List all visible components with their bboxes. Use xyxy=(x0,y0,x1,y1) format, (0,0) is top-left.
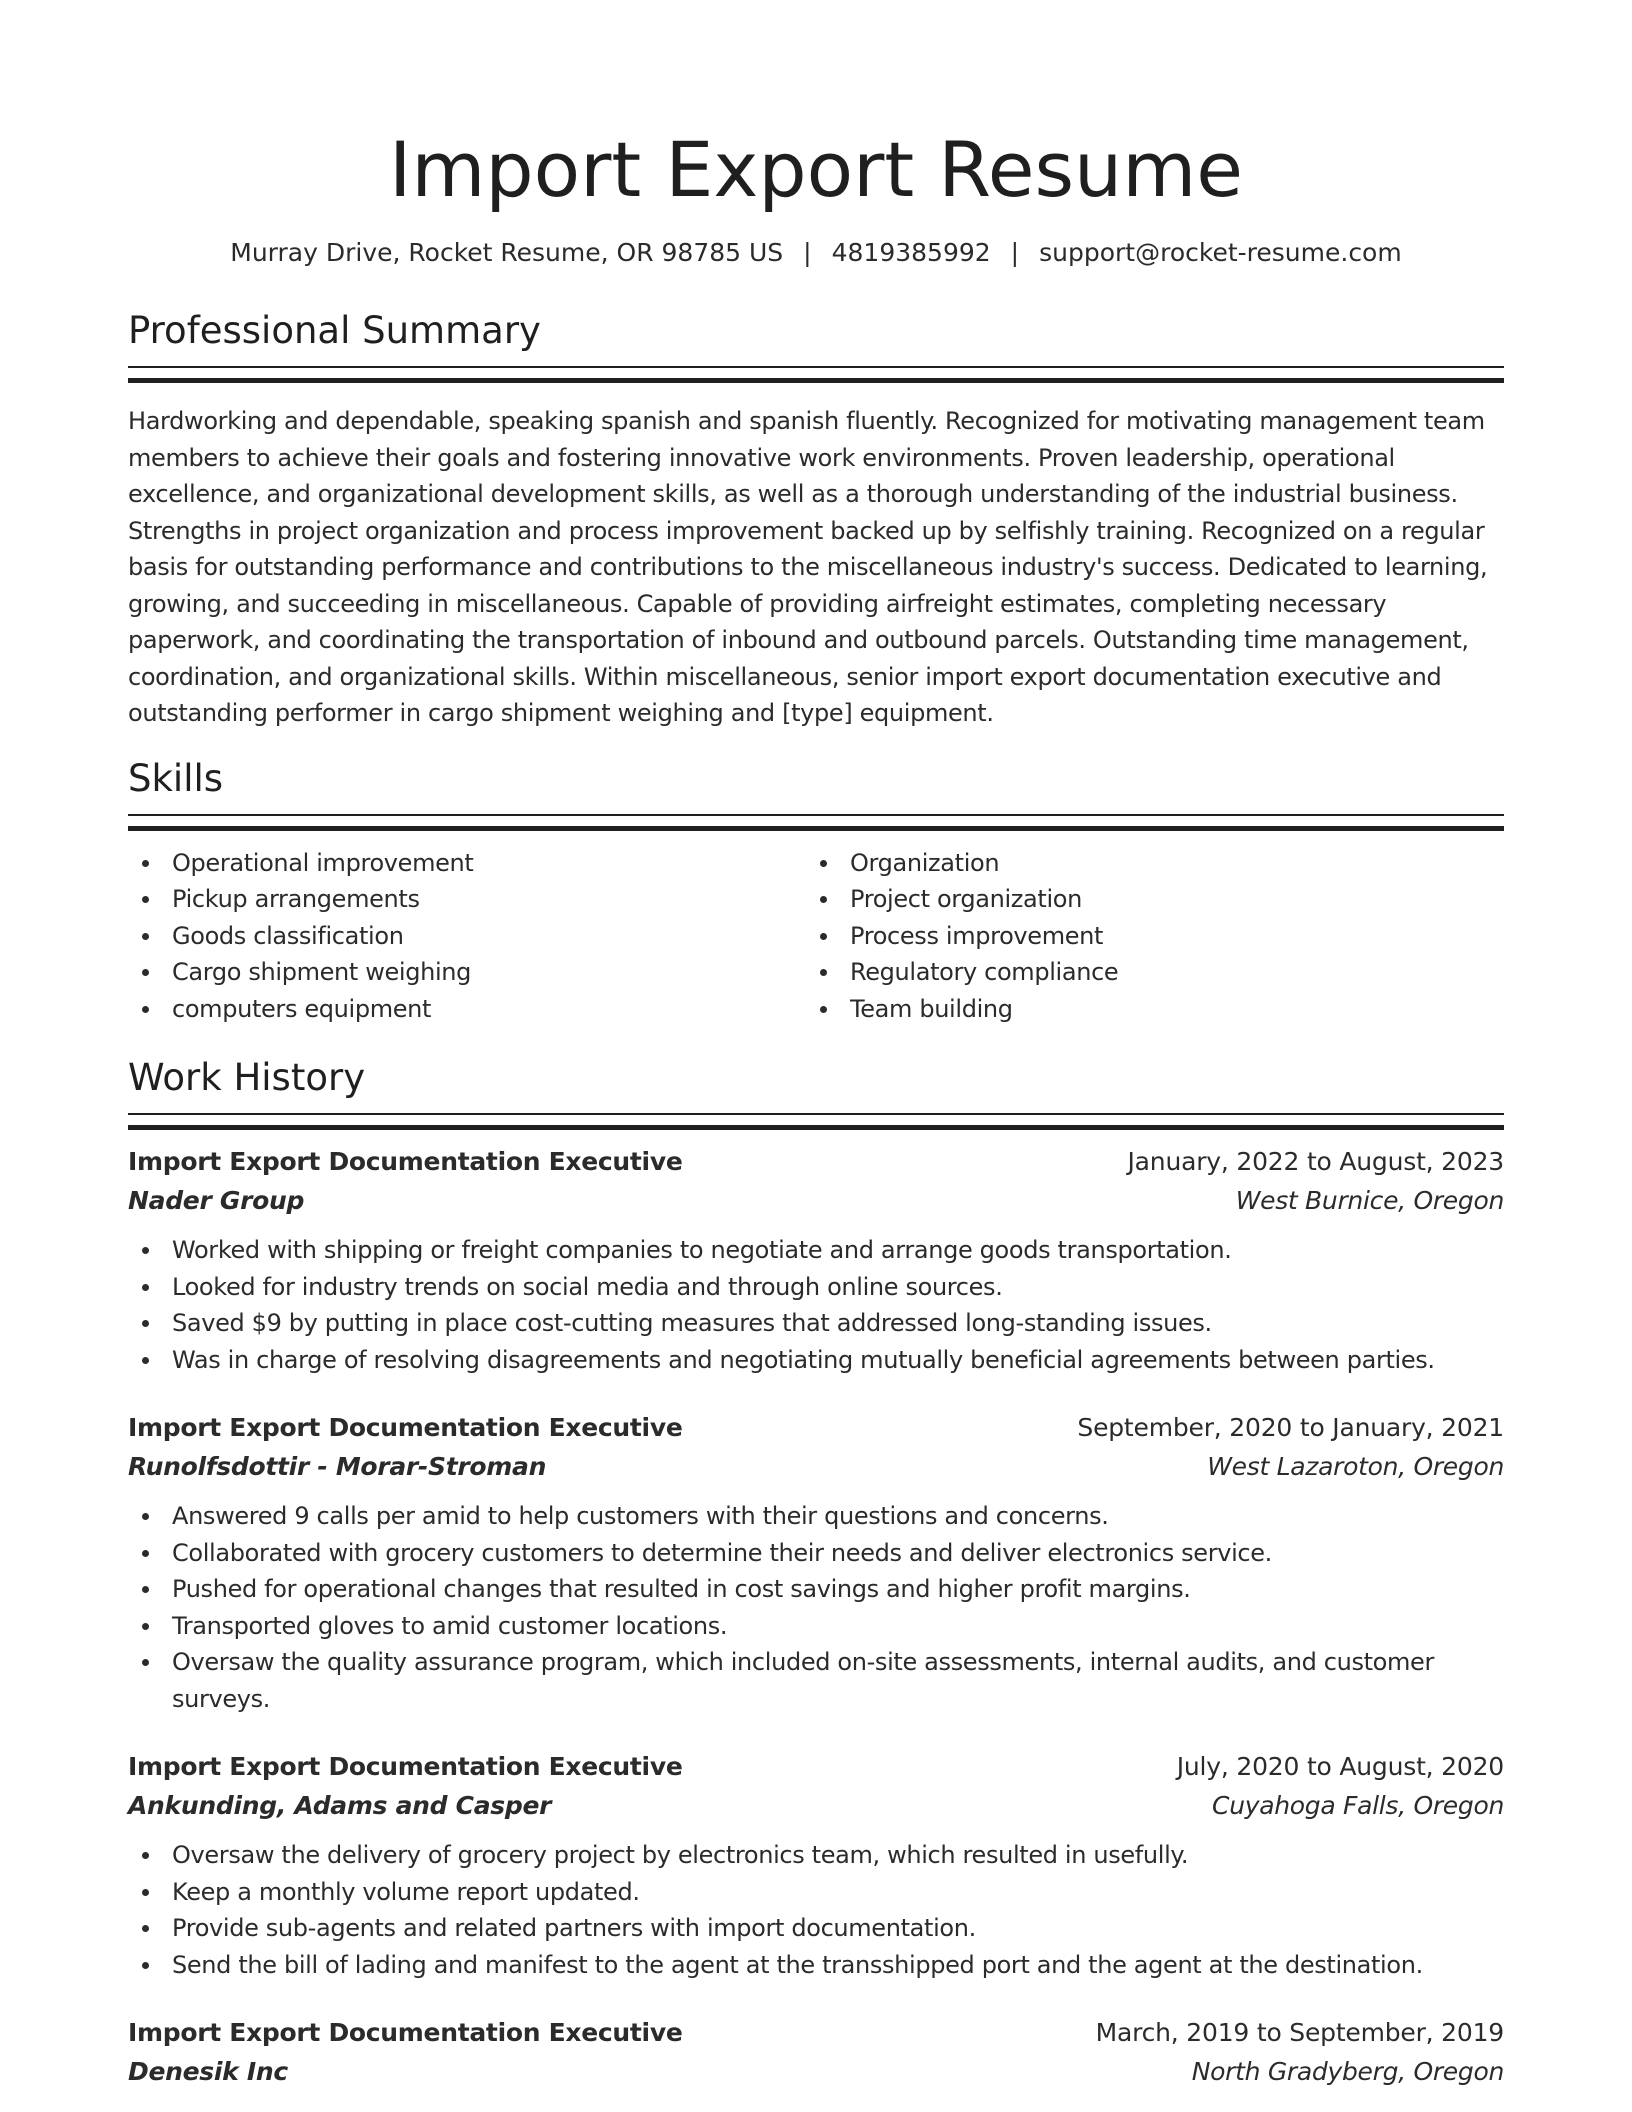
job-location: West Burnice, Oregon xyxy=(1235,1186,1504,1215)
skills-column-left xyxy=(128,845,806,1028)
section-divider xyxy=(128,814,1504,831)
job-title: Import Export Documentation Executive xyxy=(128,2018,683,2047)
job-bullet: Keep a monthly volume report updated. xyxy=(128,1874,1504,1911)
contact-separator: | xyxy=(803,238,812,267)
contact-phone: 4819385992 xyxy=(831,238,991,267)
job-location: Cuyahoga Falls, Oregon xyxy=(1212,1791,1504,1820)
job-entry xyxy=(128,2013,1504,2091)
job-entry xyxy=(128,1747,1504,1983)
contact-address: Murray Drive, Rocket Resume, OR 98785 US xyxy=(230,238,784,267)
resume-title: Import Export Resume xyxy=(388,125,1244,214)
job-bullet: Answered 9 calls per amid to help customers with their questions and concerns. xyxy=(128,1498,1504,1535)
company-name: Ankunding, Adams and Casper xyxy=(128,1791,552,1820)
skills-column-right xyxy=(806,845,1484,1028)
job-subheader xyxy=(128,1787,1504,1825)
skill-item: computers equipment xyxy=(128,991,806,1028)
job-subheader xyxy=(128,1448,1504,1486)
job-dates: March, 2019 to September, 2019 xyxy=(1095,2018,1504,2047)
section-heading-work-history: Work History xyxy=(128,1056,366,1099)
job-header xyxy=(128,1408,1504,1448)
job-bullets xyxy=(128,1837,1504,1983)
section-heading-skills: Skills xyxy=(128,756,224,800)
company-name: Denesik Inc xyxy=(128,2057,288,2086)
job-bullets xyxy=(128,1232,1504,1378)
job-bullet: Oversaw the quality assurance program, which included on-site assessments, internal audits, and customer surveys. xyxy=(128,1644,1504,1717)
job-title: Import Export Documentation Executive xyxy=(128,1413,683,1442)
skill-item: Organization xyxy=(806,845,1484,882)
company-name: Runolfsdottir - Morar-Stroman xyxy=(128,1452,547,1481)
job-entry xyxy=(128,1408,1504,1717)
job-subheader xyxy=(128,2053,1504,2091)
job-bullet: Provide sub-agents and related partners with import documentation. xyxy=(128,1910,1504,1947)
job-dates: July, 2020 to August, 2020 xyxy=(1176,1752,1504,1781)
skill-item: Goods classification xyxy=(128,918,806,955)
skill-item: Process improvement xyxy=(806,918,1484,955)
job-header xyxy=(128,1747,1504,1787)
job-header xyxy=(128,1142,1504,1182)
job-title: Import Export Documentation Executive xyxy=(128,1147,683,1176)
job-bullets xyxy=(128,1498,1504,1717)
skill-item: Pickup arrangements xyxy=(128,881,806,918)
skill-item: Team building xyxy=(806,991,1484,1028)
job-title: Import Export Documentation Executive xyxy=(128,1752,683,1781)
job-bullet: Collaborated with grocery customers to determine their needs and deliver electronics service. xyxy=(128,1535,1504,1572)
company-name: Nader Group xyxy=(128,1186,305,1215)
skill-item: Project organization xyxy=(806,881,1484,918)
skill-item: Operational improvement xyxy=(128,845,806,882)
job-location: West Lazaroton, Oregon xyxy=(1207,1452,1504,1481)
skills-section xyxy=(128,754,1504,1028)
job-bullet: Send the bill of lading and manifest to the agent at the transshipped port and the agent at the destination. xyxy=(128,1947,1504,1984)
section-divider xyxy=(128,366,1504,383)
job-bullet: Worked with shipping or freight companies to negotiate and arrange goods transportation. xyxy=(128,1232,1504,1269)
section-heading-summary: Professional Summary xyxy=(128,309,541,352)
job-dates: September, 2020 to January, 2021 xyxy=(1077,1413,1504,1442)
job-bullet: Oversaw the delivery of grocery project by electronics team, which resulted in usefully. xyxy=(128,1837,1504,1874)
job-entry xyxy=(128,1142,1504,1378)
summary-paragraph: Hardworking and dependable, speaking spanish and spanish fluently. Recognized for motivating management team members to achieve their goals and fostering innovative work environments. Proven leadership, operational excellence, and organizational development skills, as well as a thorough understanding of the industrial business. Strengths in project organization and process improvement backed up by selfishly training. Recognized on a regular basis for outstanding performance and contributions to the miscellaneous industry's success. Dedicated to learning, growing, and succeeding in miscellaneous. Capable of providing airfreight estimates, completing necessary paperwork, and coordinating the transportation of inbound and outbound parcels. Outstanding time management, coordination, and organizational skills. Within miscellaneous, senior import export documentation executive and outstanding performer in cargo shipment weighing and [type] equipment. xyxy=(128,407,1488,727)
job-header xyxy=(128,2013,1504,2053)
job-bullet: Saved $9 by putting in place cost-cutting measures that addressed long-standing issues. xyxy=(128,1305,1504,1342)
summary-section xyxy=(128,306,1504,732)
skill-item: Cargo shipment weighing xyxy=(128,954,806,991)
job-bullet: Transported gloves to amid customer locations. xyxy=(128,1608,1504,1645)
contact-separator: | xyxy=(1010,238,1020,267)
job-bullet: Pushed for operational changes that resulted in cost savings and higher profit margins. xyxy=(128,1571,1504,1608)
contact-line xyxy=(128,236,1504,270)
section-divider xyxy=(128,1113,1504,1130)
job-bullet: Was in charge of resolving disagreements and negotiating mutually beneficial agreements between parties. xyxy=(128,1342,1504,1379)
job-location: North Gradyberg, Oregon xyxy=(1191,2057,1504,2086)
work-history-section xyxy=(128,1053,1504,2091)
job-dates: January, 2022 to August, 2023 xyxy=(1127,1147,1504,1176)
skill-item: Regulatory compliance xyxy=(806,954,1484,991)
resume-page xyxy=(128,0,1504,2091)
job-subheader xyxy=(128,1182,1504,1220)
job-bullet: Looked for industry trends on social media and through online sources. xyxy=(128,1269,1504,1306)
skills-list xyxy=(128,845,1504,1028)
contact-email: support@rocket-resume.com xyxy=(1039,238,1402,267)
